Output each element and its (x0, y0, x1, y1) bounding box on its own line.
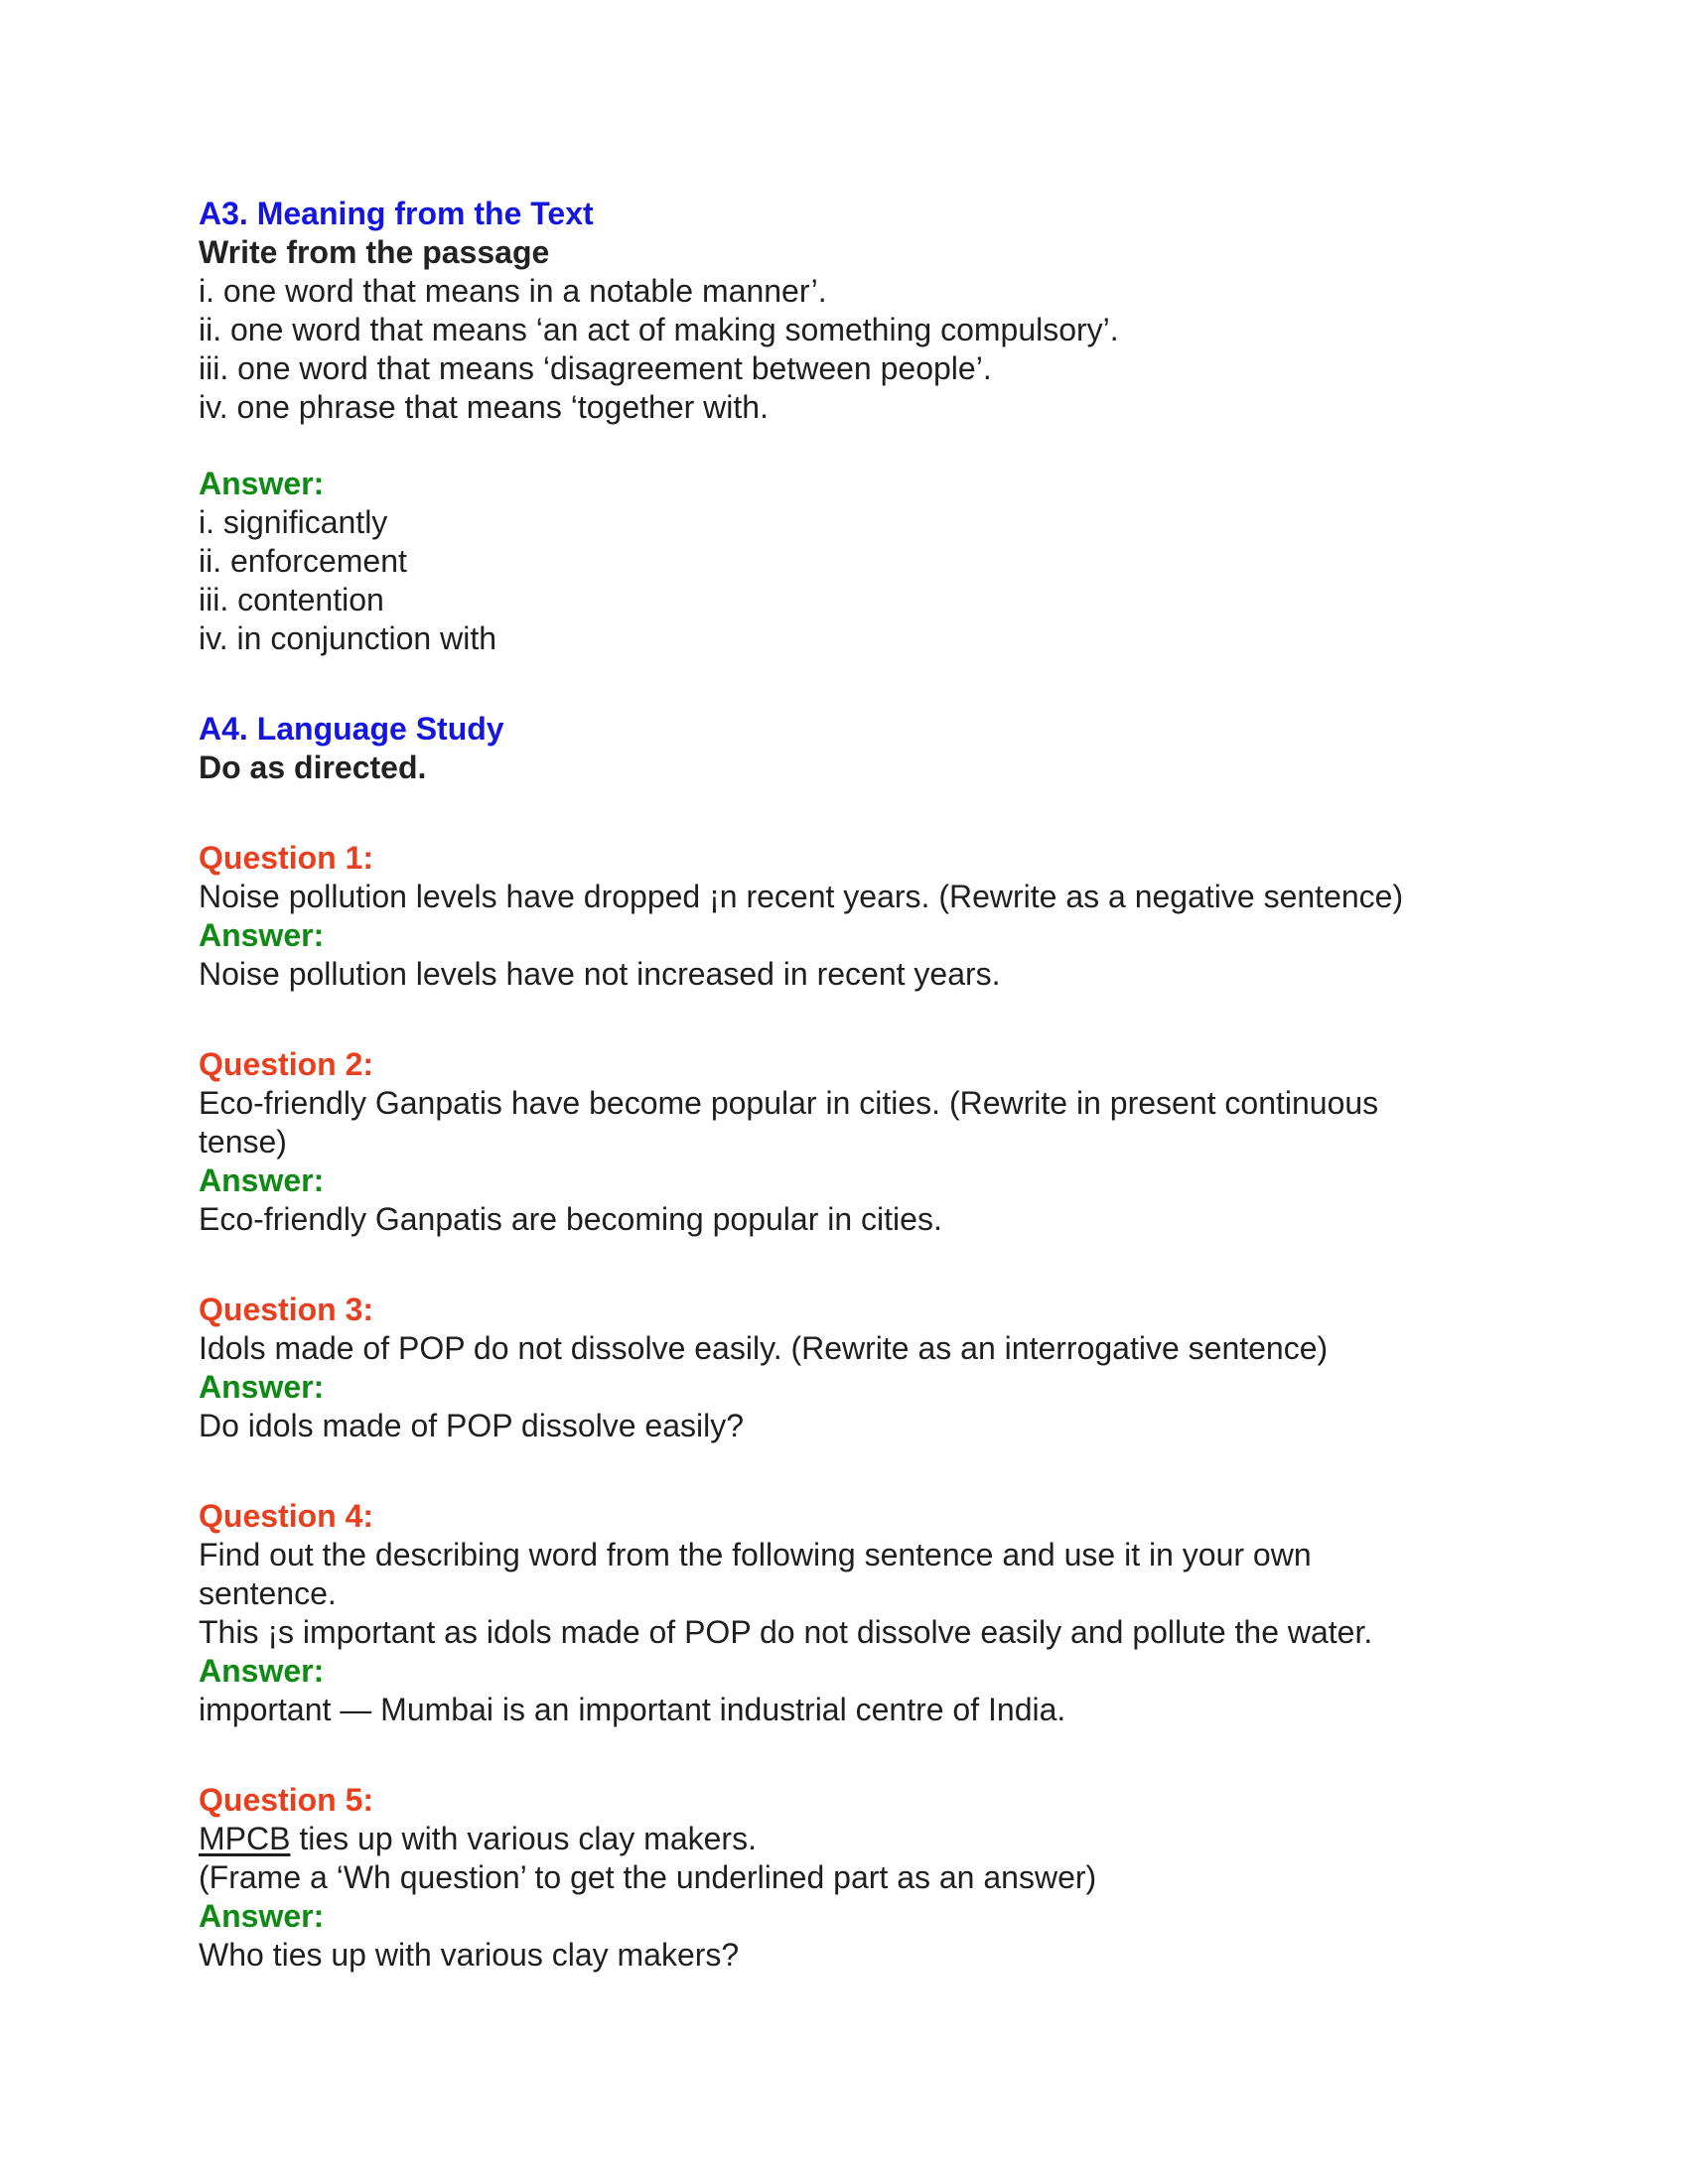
question-text: (Frame a ‘Wh question’ to get the underlined part as an answer) (199, 1859, 1097, 1895)
question-text (199, 1820, 1509, 1858)
a3-item: ii. one word that means ‘an act of making something compulsory’. (199, 312, 1119, 347)
answer-text: Do idols made of POP dissolve easily? (199, 1408, 745, 1443)
answer-label: Answer: (199, 1369, 325, 1405)
question-text: Eco-friendly Ganpatis have become popular in cities. (Rewrite in present continuous (199, 1085, 1379, 1121)
question-label: Question 1: (199, 840, 374, 876)
a3-item: iv. one phrase that means ‘together with. (199, 389, 769, 425)
section-instruction-a4: Do as directed. (199, 750, 427, 785)
question-text: This ¡s important as idols made of POP do not dissolve easily and pollute the water. (199, 1614, 1373, 1650)
question-text: tense) (199, 1124, 287, 1160)
question-text: Idols made of POP do not dissolve easily. (Rewrite as an interrogative sentence) (199, 1330, 1329, 1366)
a3-answer: iii. contention (199, 582, 384, 617)
question-label: Question 3: (199, 1292, 374, 1327)
question-text: Find out the describing word from the following sentence and use it in your own (199, 1537, 1312, 1572)
question-text: Noise pollution levels have dropped ¡n recent years. (Rewrite as a negative sentence) (199, 879, 1404, 914)
question-label: Question 5: (199, 1782, 374, 1818)
section-title-a3: A3. Meaning from the Text (199, 196, 594, 231)
answer-label: Answer: (199, 1653, 325, 1689)
section-instruction-a3: Write from the passage (199, 234, 550, 270)
a3-item: iii. one word that means ‘disagreement between people’. (199, 350, 992, 386)
question-label: Question 2: (199, 1046, 374, 1082)
answer-text: Who ties up with various clay makers? (199, 1937, 740, 1973)
a3-answer: ii. enforcement (199, 543, 407, 579)
underlined-word: MPCB (199, 1821, 291, 1856)
a3-item: i. one word that means in a notable manner’. (199, 273, 827, 309)
answer-text: Noise pollution levels have not increased in recent years. (199, 956, 1001, 992)
a3-answer: iv. in conjunction with (199, 620, 496, 656)
answer-label: Answer: (199, 1162, 325, 1198)
section-title-a4: A4. Language Study (199, 711, 504, 747)
question-label: Question 4: (199, 1498, 374, 1534)
answer-label: Answer: (199, 466, 325, 501)
question-text-rest: ties up with various clay makers. (290, 1821, 757, 1856)
document-page (199, 195, 1509, 1975)
answer-label: Answer: (199, 1898, 325, 1934)
question-text: sentence. (199, 1575, 337, 1611)
answer-text: Eco-friendly Ganpatis are becoming popular in cities. (199, 1201, 942, 1237)
answer-text: important — Mumbai is an important industrial centre of India. (199, 1692, 1066, 1727)
a3-answer: i. significantly (199, 504, 388, 540)
answer-label: Answer: (199, 917, 325, 953)
